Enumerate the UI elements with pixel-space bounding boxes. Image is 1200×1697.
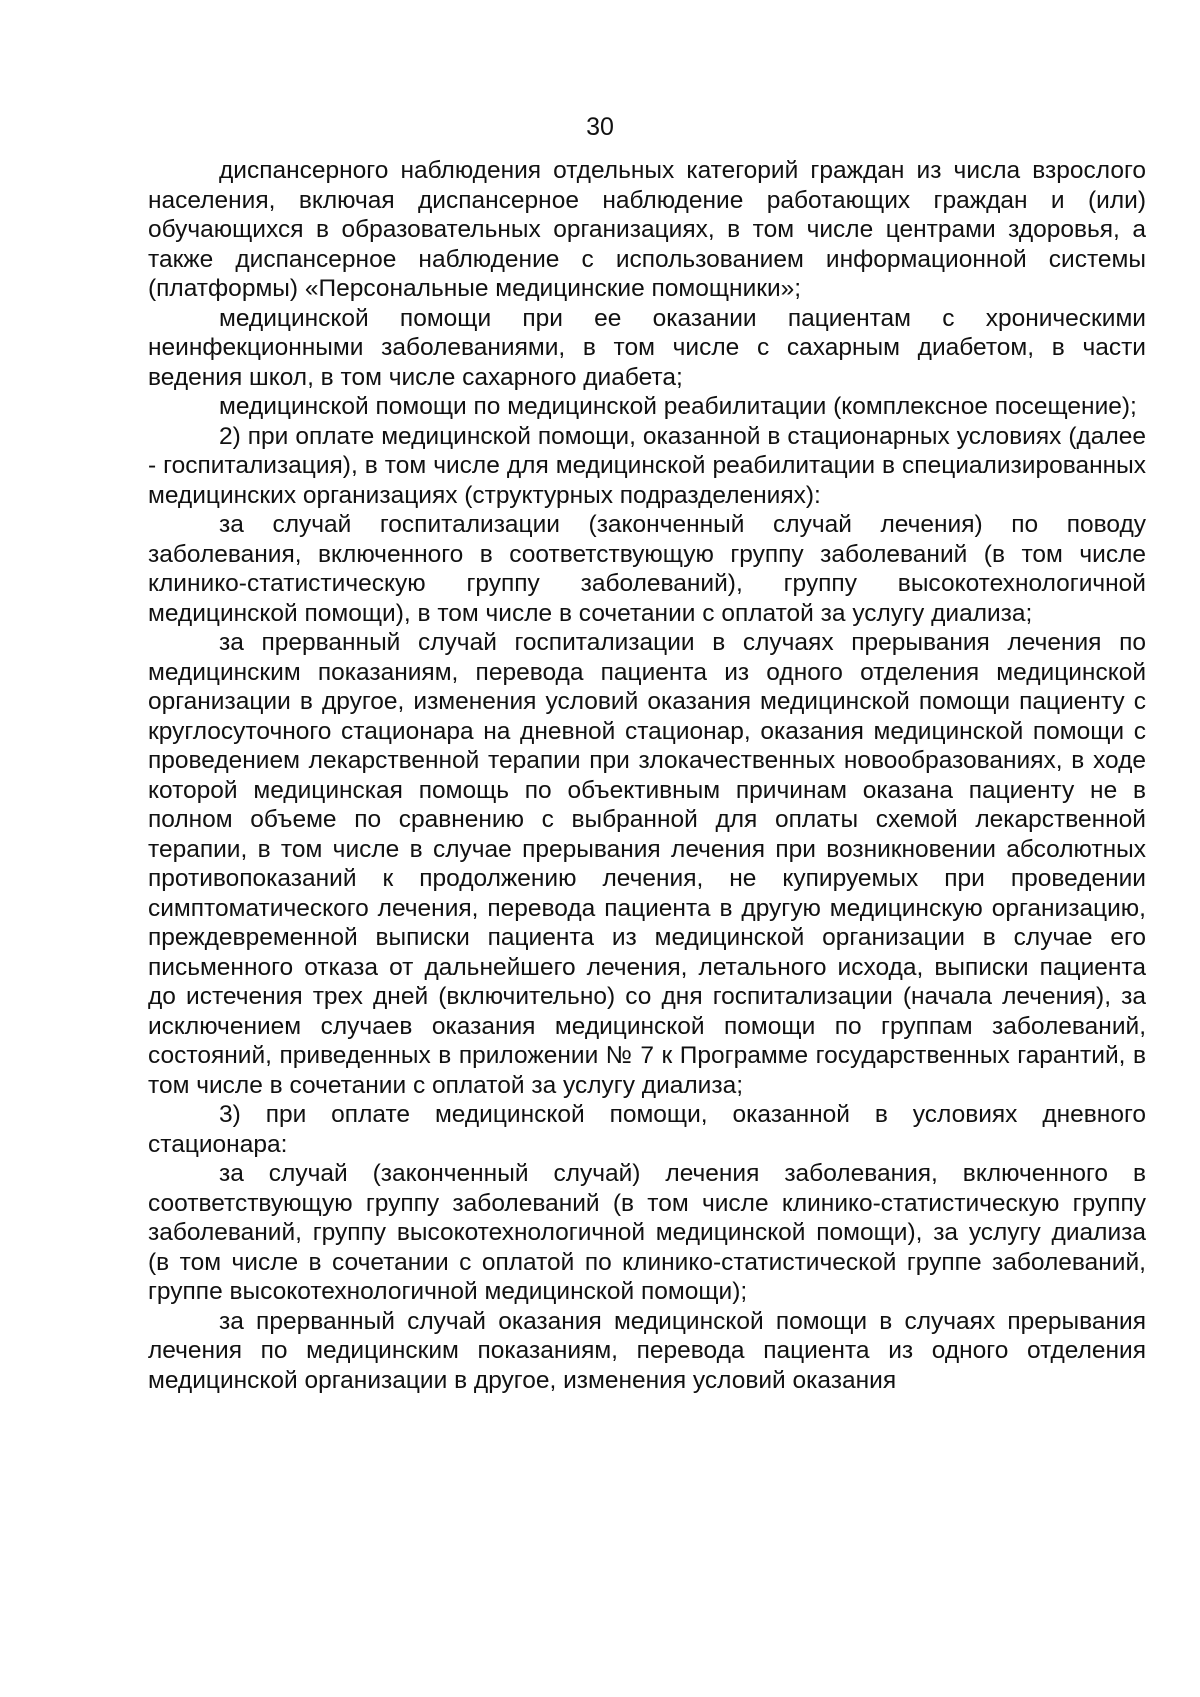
- paragraph-interrupted-case: за прерванный случай госпитализации в случаях прерывания лечения по медицинским показаниям, перевода пациента из одного отделения медицинской организации в другое, изменения условий оказания медицинской помощи пациенту с круглосуточного стационара на дневной стационар, оказания медицинской помощи с проведением лекарственной терапии при злокачественных новообразованиях, в ходе которой медицинская помощь по объективным причинам оказана пациенту не в полном объеме по сравнению с выбранной для оплаты схемой лекарственной терапии, в том числе в случае прерывания лечения при возникновении абсолютных противопоказаний к продолжению лечения, не купируемых при проведении симптоматического лечения, перевода пациента в другую медицинскую организацию, преждевременной выписки пациента из медицинской организации в случае его письменного отказа от дальнейшего лечения, летального исхода, выписки пациента до истечения трех дней (включительно) со дня госпитализации (начала лечения), за исключением случаев оказания медицинской помощи по группам заболеваний, состояний, приведенных в приложении № 7 к Программе государственных гарантий, в том числе в сочетании с оплатой за услугу диализа;: [148, 629, 1146, 1099]
- paragraph-rehabilitation: медицинской помощи по медицинской реабилитации (комплексное посещение);: [219, 393, 1137, 420]
- paragraph-completed-case: за случай госпитализации (законченный случай лечения) по поводу заболевания, включенного в соответствующую группу заболеваний (в том числе клинико-статистическую группу заболеваний), группу высокотехнологичной медицинской помощи), в том числе в сочетании с оплатой за услугу диализа;: [148, 511, 1146, 627]
- page-body: [148, 156, 1146, 1395]
- paragraph-dispensary-observation: диспансерного наблюдения отдельных категорий граждан из числа взрослого населения, включая диспансерное наблюдение работающих граждан и (или) обучающихся в образовательных организациях, в том числе центрами здоровья, а также диспансерное наблюдение с использованием информационной системы (платформы) «Персональные медицинские помощники»;: [148, 157, 1146, 302]
- paragraph-item-2-hospitalization: 2) при оплате медицинской помощи, оказанной в стационарных условиях (далее - госпитализация), в том числе для медицинской реабилитации в специализированных медицинских организациях (структурных подразделениях):: [148, 422, 1146, 509]
- paragraph-day-hospital-completed-case: за случай (законченный случай) лечения заболевания, включенного в соответствующую группу заболеваний (в том числе клинико-статистическую группу заболеваний, группу высокотехнологичной медицинской помощи), за услугу диализа (в том числе в сочетании с оплатой по клинико-статистической группе заболеваний, группе высокотехнологичной медицинской помощи);: [148, 1160, 1146, 1305]
- paragraph-day-hospital-interrupted-case: за прерванный случай оказания медицинской помощи в случаях прерывания лечения по медицинским показаниям, перевода пациента из одного отделения медицинской организации в другое, изменения условий оказания: [148, 1307, 1146, 1394]
- paragraph-item-3-day-hospital: 3) при оплате медицинской помощи, оказанной в условиях дневного стационара:: [148, 1101, 1146, 1158]
- paragraph-chronic-diseases: медицинской помощи при ее оказании пациентам с хроническими неинфекционными заболеваниями, в том числе с сахарным диабетом, в части ведения школ, в том числе сахарного диабета;: [148, 304, 1146, 391]
- page-number: 30: [586, 113, 614, 141]
